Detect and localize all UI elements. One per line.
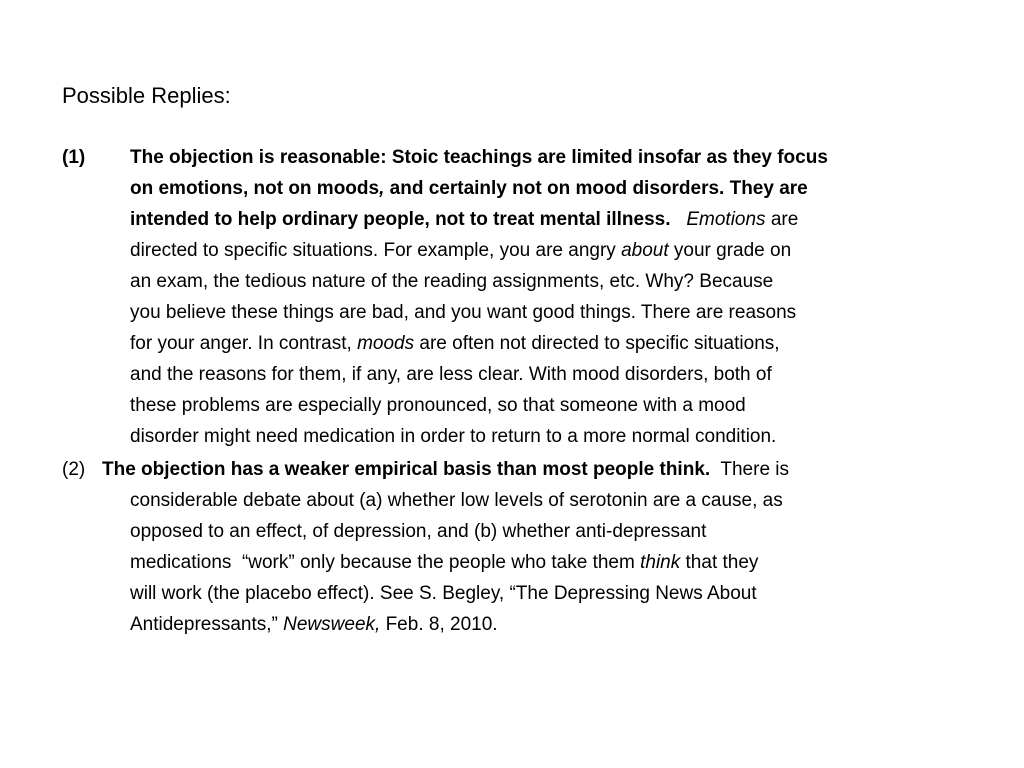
reply-1-line-10: disorder might need medication in order to return to a more normal condition. (130, 426, 777, 447)
reply-1-line-2 (62, 173, 958, 204)
reply-1-thesis-part-2a: on emotions, not on moods (130, 178, 380, 199)
reply-1-line-7 (62, 328, 958, 359)
reply-1-text-4: directed to specific situations. For example, you are angry (130, 240, 622, 261)
reply-1-emphasis-moods: moods (357, 333, 415, 354)
reply-1-line-6: you believe these things are bad, and you want good things. There are reasons (130, 302, 797, 323)
reply-2-line-2: considerable debate about (a) whether low levels of serotonin are a cause, as (130, 490, 783, 511)
reply-2-line-6 (62, 609, 958, 640)
reply-1-line-1 (62, 142, 958, 173)
reply-2-text-4: medications “work” only because the people who take them (130, 552, 641, 573)
reply-1 (62, 142, 958, 452)
reply-1-line-9: these problems are especially pronounced, so that someone with a mood (130, 395, 746, 416)
reply-2-text-1: There is (710, 459, 790, 480)
reply-1-text-4b: your grade on (668, 240, 792, 261)
reply-1-line-5: an exam, the tedious nature of the reading assignments, etc. Why? Because (130, 271, 774, 292)
reply-1-line-4 (62, 235, 958, 266)
reply-2-line-1 (62, 454, 958, 485)
reply-1-line-3 (62, 204, 958, 235)
slide-heading: Possible Replies: (62, 83, 231, 108)
reply-1-thesis-part-3: intended to help ordinary people, not to treat mental illness. (130, 209, 671, 230)
reply-1-thesis-comma: , (379, 178, 385, 199)
reply-1-text-7b: are often not directed to specific situations, (414, 333, 780, 354)
reply-1-spacer (671, 209, 687, 230)
reply-2-thesis: The objection has a weaker empirical basis than most people think. (102, 459, 711, 480)
reply-2-emphasis-think: think (640, 552, 681, 573)
reply-2-line-5: will work (the placebo effect). See S. Begley, “The Depressing News About (130, 583, 757, 604)
reply-2-text-6: Antidepressants,” (130, 614, 284, 635)
reply-2-line-3: opposed to an effect, of depression, and (b) whether anti-depressant (130, 521, 707, 542)
reply-2-text-4b: that they (680, 552, 759, 573)
reply-1-emphasis-about: about (621, 240, 669, 261)
reply-2-text-6b: Feb. 8, 2010. (380, 614, 498, 635)
reply-1-thesis-part-2b: and certainly not on mood disorders. They are (384, 178, 808, 199)
reply-2 (62, 454, 958, 640)
reply-2-number: (2) (62, 459, 86, 480)
reply-1-thesis-part-1: The objection is reasonable: Stoic teachings are limited insofar as they focus (130, 147, 828, 168)
reply-1-number: (1) (62, 147, 86, 168)
reply-1-emphasis-emotions: Emotions (686, 209, 766, 230)
reply-2-emphasis-newsweek: Newsweek, (283, 614, 381, 635)
reply-1-text-7: for your anger. In contrast, (130, 333, 358, 354)
reply-1-text-3: are (765, 209, 799, 230)
reply-2-line-4 (62, 547, 958, 578)
reply-1-line-8: and the reasons for them, if any, are less clear. With mood disorders, both of (130, 364, 772, 385)
